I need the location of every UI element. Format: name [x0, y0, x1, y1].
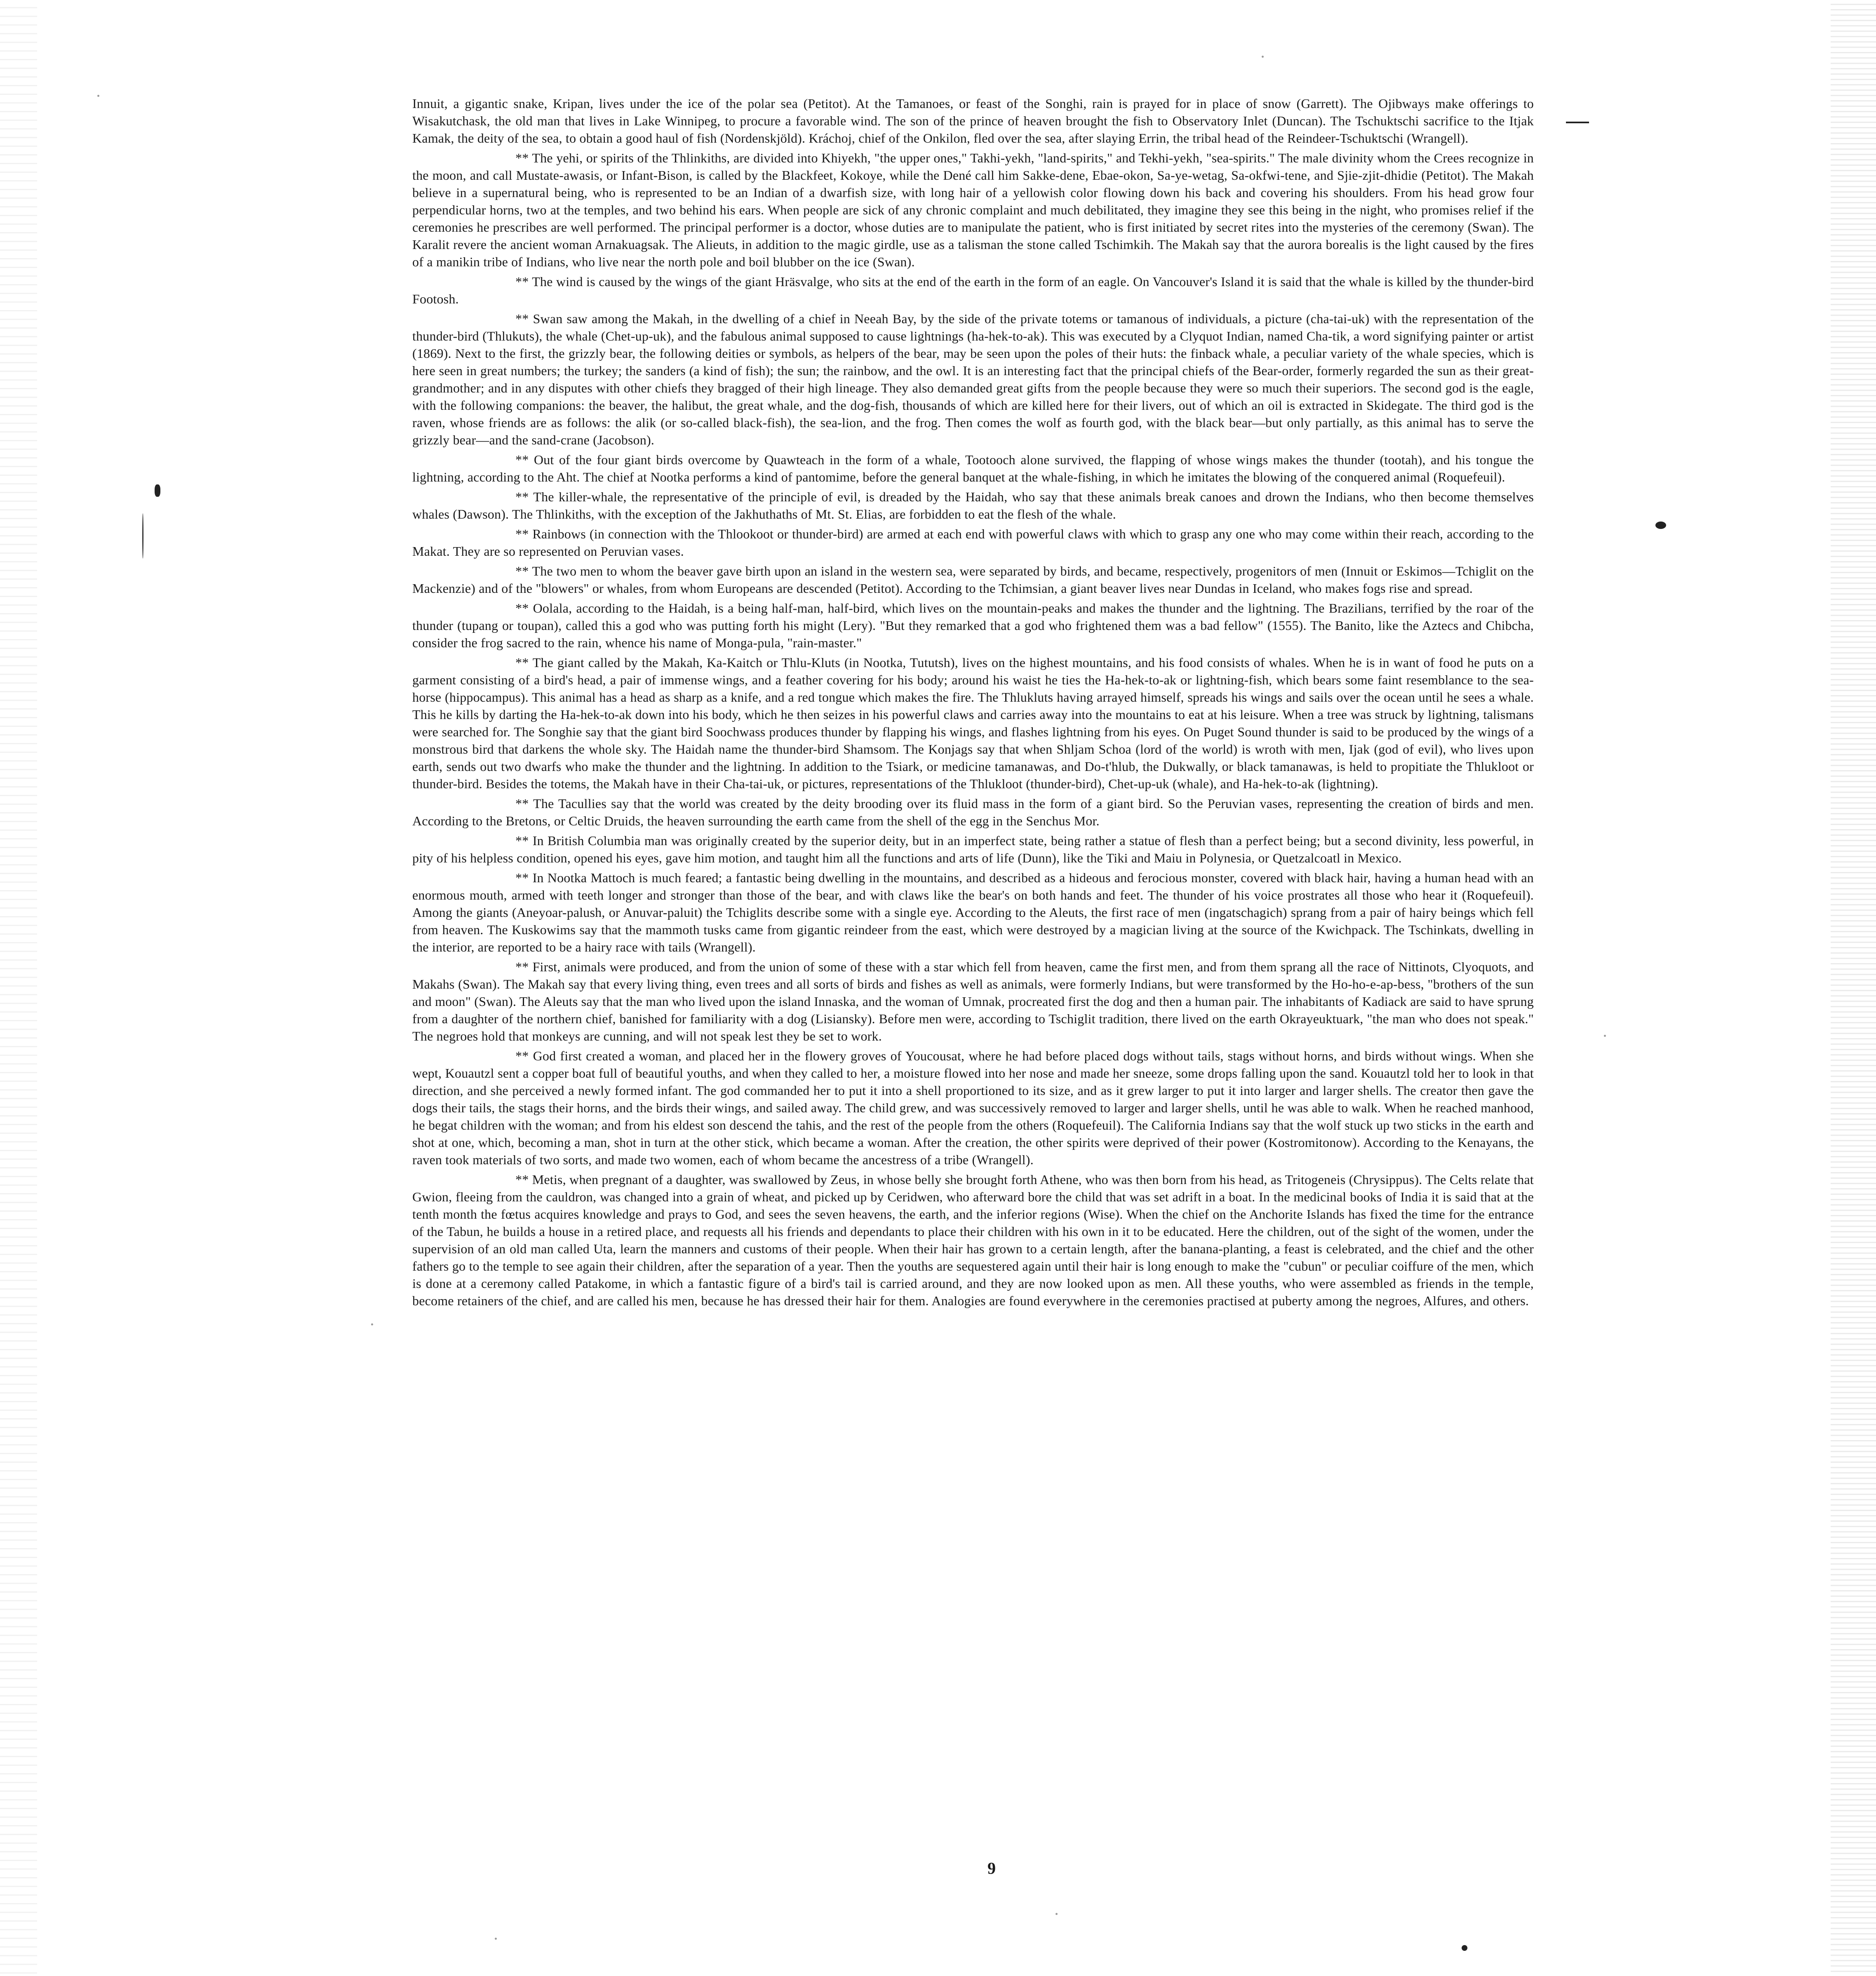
- paragraph-text: Out of the four giant birds overcome by Quawteach in the form of a whale, Tootooch alone survived, the flapping of whose wings makes the thunder (tootah), and his tongue the lightning, according to the Aht. The chief at Nootka performs a kind of pantomime, before the general banquet at the whale-fishing, in which he imitates the blowing of the conquered animal (Roquefeuil).: [412, 452, 1534, 484]
- footnote-marker: **: [515, 1172, 529, 1187]
- scan-mark: [1462, 1945, 1467, 1951]
- footnote-marker: **: [515, 959, 529, 974]
- speck: [495, 1938, 497, 1940]
- footnote-marker: **: [515, 526, 529, 541]
- speck: [97, 95, 99, 97]
- speck: [371, 1323, 373, 1325]
- footnote-marker: **: [515, 870, 529, 885]
- footnote-paragraph: [412, 795, 1534, 829]
- footnote-paragraph: [412, 599, 1534, 651]
- footnote-paragraph: [412, 869, 1534, 956]
- paragraph-text: The two men to whom the beaver gave birth upon an island in the western sea, were separated by birds, and became, respectively, progenitors of men (Innuit or Eskimos—Tchiglit on the Mackenzie) and of the "blowers" or whales, from whom Europeans are descended (Petitot). According to the Tchimsian, a giant beaver lives near Dundas in Iceland, who makes fogs rise and spread.: [412, 564, 1534, 596]
- paragraph-text: The killer-whale, the representative of the principle of evil, is dreaded by the Haidah, who say that these animals break canoes and drown the Indians, who then become themselves whales (Dawson). The Thlinkiths, with the exception of the Jakhuthaths of Mt. St. Elias, are forbidden to eat the flesh of the whale.: [412, 489, 1534, 522]
- footnote-marker: **: [515, 655, 529, 670]
- footnote-marker: **: [515, 564, 529, 578]
- speck: [1056, 1913, 1058, 1915]
- page-number: 9: [987, 1859, 996, 1877]
- footnote-marker: **: [515, 452, 529, 467]
- footnote-paragraph: [412, 273, 1534, 308]
- paragraph-text: God first created a woman, and placed her in the flowery groves of Youcousat, where he had before placed dogs without tails, stags without horns, and birds without wings. When she wept, Kouautzl sent a copper boat full of beautiful youths, and when they called to her, a moisture flowed into her nose and made her sneeze, some drops falling upon the sand. Kouautzl told her to look in that direction, and she perceived a newly formed infant. The god commanded her to put it into a shell proportioned to its size, and as it grew larger to put it into larger and larger shells. The creator then gave the dogs their tails, the stags their horns, and the birds their wings, and sailed away. The child grew, and was successively removed to larger and larger shells, until he was able to walk. When he reached manhood, he begat children with the woman; and from his eldest son descend the tahis, and the rest of the people from the others (Roquefeuil). The California Indians say that the wolf stuck up two sticks in the earth and shot at one, which, becoming a man, shot in turn at the other stick, which became a woman. After the creation, the other spirits were deprived of their power (Kostromitonow). According to the Kenayans, the raven took materials of two sorts, and made two women, each of whom became the ancestress of a tribe (Wrangell).: [412, 1048, 1534, 1167]
- footnote-paragraph: [412, 1047, 1534, 1168]
- footnote-marker: **: [515, 796, 529, 811]
- paragraph: [412, 95, 1534, 147]
- paragraph-text: Innuit, a gigantic snake, Kripan, lives under the ice of the polar sea (Petitot). At the Tamanoes, or feast of the Songhi, rain is prayed for in place of snow (Garrett). The Ojibways make offerings to Wisakutchask, the old man that lives in Lake Winnipeg, to procure a favorable wind. The son of the prince of heaven brought the fish to Observatory Inlet (Duncan). The Tschuktschi sacrifice to the Itjak Kamak, the deity of the sea, to obtain a good haul of fish (Nordenskjöld). Kráchoj, chief of the Onkilon, fled over the sea, after slaying Errin, the tribal head of the Reindeer-Tschuktschi (Wrangell).: [412, 96, 1534, 146]
- paragraph-text: In British Columbia man was originally created by the superior deity, but in an imperfect state, being rather a statue of flesh than a perfect being; but a second divinity, less powerful, in pity of his helpless condition, opened his eyes, gave him motion, and taught him all the functions and arts of life (Dunn), like the Tiki and Maiu in Polynesia, or Quetzalcoatl in Mexico.: [412, 833, 1534, 865]
- body-text: [412, 95, 1534, 1312]
- scan-mark: [1655, 522, 1666, 529]
- footnote-paragraph: [412, 832, 1534, 867]
- paragraph-text: Swan saw among the Makah, in the dwelling of a chief in Neeah Bay, by the side of the private totems or tamanous of individuals, a picture (cha-tai-uk) with the representation of the thunder-bird (Thlukuts), the whale (Chet-up-uk), and the fabulous animal supposed to cause lightnings (ha-hek-to-ak). This was executed by a Clyquot Indian, named Cha-tik, a word signifying painter or artist (1869). Next to the first, the grizzly bear, the following deities or symbols, as helpers of the bear, may be seen upon the poles of their huts: the finback whale, a peculiar variety of the whale species, which is here seen in great numbers; the turkey; the sanders (a kind of fish); the sun; the rainbow, and the owl. It is an interesting fact that the principal chiefs of the Bear-order, formerly regarded the sun as their great-grandmother; and in any disputes with other chiefs they bragged of their high lineage. They also demanded great gifts from the people because they were so much their superiors. The second god is the eagle, with the following companions: the beaver, the halibut, the great whale, and the dog-fish, thousands of which are killed here for their livers, out of which an oil is extracted in Skidegate. The third god is the raven, whose friends are as follows: the alik (or so-called black-fish), the sea-lion, and the frog. Then comes the wolf as fourth god, with the black bear—but only partially, as this animal has to serve the grizzly bear—and the sand-crane (Jacobson).: [412, 311, 1534, 447]
- footnote-paragraph: [412, 562, 1534, 597]
- paragraph-text: The Tacullies say that the world was created by the deity brooding over its fluid mass in the form of a giant bird. So the Peruvian vases, representing the creation of birds and men. According to the Bretons, or Celtic Druids, the heaven surrounding the earth came from the shell of the egg in the Senchus Mor.: [412, 796, 1534, 828]
- footnote-marker: **: [515, 311, 529, 326]
- footnote-paragraph: [412, 654, 1534, 792]
- footnote-paragraph: [412, 451, 1534, 486]
- footnote-marker: **: [515, 274, 529, 289]
- scan-edge-left: [0, 0, 37, 1976]
- paragraph-text: The giant called by the Makah, Ka-Kaitch or Thlu-Kluts (in Nootka, Tututsh), lives on the highest mountains, and his food consists of whales. When he is in want of food he puts on a garment consisting of a bird's head, a pair of immense wings, and a feather covering for his body; around his waist he ties the Ha-hek-to-ak or lightning-fish, which bears some faint resemblance to the sea-horse (hippocampus). This animal has a head as sharp as a knife, and a red tongue which makes the fire. The Thlukluts having arrayed himself, spreads his wings and sails over the ocean until he sees a whale. This he kills by darting the Ha-hek-to-ak down into his body, which he then seizes in his powerful claws and carries away into the mountains to eat at his leisure. When a tree was struck by lightning, talismans were searched for. The Songhie say that the giant bird Soochwass produces thunder by flapping his wings, and flashes lightning from his eyes. On Puget Sound thunder is said to be produced by the wings of a monstrous bird that darkens the whole sky. The Haidah name the thunder-bird Shamsom. The Konjags say that when Shljam Schoa (lord of the world) is wroth with men, Ijak (god of evil), who lives upon earth, sends out two dwarfs who make the thunder and the lightning. In addition to the Tsiark, or medicine tamanawas, and Do-t'hlub, the Dukwally, or black tamanawas, is held to propitiate the Thlukloot or thunder-bird. Besides the totems, the Makah have in their Cha-tai-uk, or pictures, representations of the Thlukloot (thunder-bird), Chet-up-uk (whale), and Ha-hek-to-ak (lightning).: [412, 655, 1534, 791]
- footnote-paragraph: [412, 525, 1534, 560]
- footnote-marker: **: [515, 833, 529, 848]
- paragraph-text: The yehi, or spirits of the Thlinkiths, are divided into Khiyekh, "the upper ones," Takhi-yekh, "land-spirits," and Tekhi-yekh, "sea-spirits." The male divinity whom the Crees recognize in the moon, and call Mustate-awasis, or Infant-Bison, is called by the Blackfeet, Kokoye, while the Dené call him Sakke-dene, Ebae-okon, Sa-ye-wetag, Sa-okfwi-tene, and Sjie-zjit-dhidie (Petitot). The Makah believe in a supernatural being, who is represented to be an Indian of a dwarfish size, with long hair of a yellowish color flowing down his back and covering his shoulders. From his head grow four perpendicular horns, two at the temples, and two behind his ears. When people are sick of any chronic complaint and much debilitated, they imagine they see this being in the night, who promises relief if the ceremonies he prescribes are well performed. The principal performer is a doctor, whose duties are to manipulate the patient, who is first initiated by secret rites into the mysteries of the ceremony (Swan). The Karalit revere the ancient woman Arnakuagsak. The Alieuts, in addition to the magic girdle, use as a talisman the stone called Tschimkih. The Makah say that the aurora borealis is the light caused by the fires of a manikin tribe of Indians, who live near the north pole and boil blubber on the ice (Swan).: [412, 150, 1534, 269]
- footnote-marker: **: [515, 489, 529, 504]
- paragraph-text: Rainbows (in connection with the Thlookoot or thunder-bird) are armed at each end with powerful claws with which to grasp any one who may come within their reach, according to the Makat. They are so represented on Peruvian vases.: [412, 526, 1534, 559]
- footnote-paragraph: [412, 310, 1534, 449]
- footnote-paragraph: [412, 958, 1534, 1045]
- footnote-paragraph: [412, 149, 1534, 270]
- scan-mark: [1566, 122, 1589, 123]
- footnote-paragraph: [412, 1171, 1534, 1309]
- scan-mark: [142, 513, 143, 559]
- footnote-marker: **: [515, 601, 529, 616]
- speck: [1604, 1035, 1606, 1037]
- scan-mark: [155, 484, 160, 497]
- footnote-marker: **: [515, 150, 529, 165]
- paragraph-text: The wind is caused by the wings of the giant Hräsvalge, who sits at the end of the earth in the form of an eagle. On Vancouver's Island it is said that the whale is killed by the thunder-bird Footosh.: [412, 274, 1534, 306]
- paragraph-text: In Nootka Mattoch is much feared; a fantastic being dwelling in the mountains, and described as a hideous and ferocious monster, covered with black hair, having a human head with an enormous mouth, armed with teeth longer and stronger than those of the bear, and with claws like the bear's on both hands and feet. The thunder of his voice prostrates all those who hear it (Roquefeuil). Among the giants (Aneyoar-palush, or Anuvar-paluit) the Tchiglits describe some with a single eye. According to the Aleuts, the first race of men (ingatschagich) sprang from a pair of hairy beings which fell from heaven. The Kuskowims say that the mammoth tusks came from gigantic reindeer from the east, which were destroyed by a magician living at the source of the Kwichpack. The Tschinkats, dwelling in the interior, are reported to be a hairy race with tails (Wrangell).: [412, 870, 1534, 954]
- footnote-marker: **: [515, 1048, 529, 1063]
- paragraph-text: First, animals were produced, and from the union of some of these with a star which fell from heaven, came the first men, and from them sprang all the race of Nittinots, Clyoquots, and Makahs (Swan). The Makah say that every living thing, even trees and all sorts of birds and fishes as well as animals, were formerly Indians, but were transformed by the Ho-ho-e-ap-bess, "brothers of the sun and moon" (Swan). The Aleuts say that the man who lived upon the island Innaska, and the woman of Umnak, procreated first the dog and then a human pair. The inhabitants of Kadiack are said to have sprung from a daughter of the northern chief, banished for familiarity with a dog (Lisiansky). Before men were, according to Tschiglit tradition, there lived on the earth Okrayeuktuark, "the man who does not speak." The negroes hold that monkeys are cunning, and will not speak lest they be set to work.: [412, 959, 1534, 1043]
- speck: [1262, 56, 1264, 58]
- paragraph-text: Metis, when pregnant of a daughter, was swallowed by Zeus, in whose belly she brought forth Athene, who was then born from his head, as Tritogeneis (Chrysippus). The Celts relate that Gwion, fleeing from the cauldron, was changed into a grain of wheat, and picked up by Ceridwen, who afterward bore the child that was set adrift in a boat. In the medicinal books of India it is said that at the tenth month the fœtus acquires knowledge and prays to God, and sees the seven heavens, the earth, and the inferior regions (Wise). When the chief on the Anchorite Islands has fixed the time for the entrance of the Tabun, he builds a house in a retired place, and requests all his friends and dependants to place their children with his own in it to be educated. Here the children, out of the sight of the women, under the supervision of an old man called Uta, learn the manners and customs of their people. When their hair has grown to a certain length, after the banana-planting, a feast is celebrated, and the chief and the other fathers go to the temple to see again their children, after the separation of a year. Then the youths are sequestered again until their hair is long enough to make the "cubun" or peculiar coiffure of the men, which is done at a ceremony called Patakome, in which a fantastic figure of a bird's tail is carried around, and they are now looked upon as men. All these youths, who were assembled as friends in the temple, become retainers of the chief, and are called his men, because he has dressed their hair for them. Analogies are found everywhere in the ceremonies practised at puberty among the negroes, Alfures, and others.: [412, 1172, 1534, 1308]
- footnote-paragraph: [412, 488, 1534, 523]
- paragraph-text: Oolala, according to the Haidah, is a being half-man, half-bird, which lives on the mountain-peaks and makes the thunder and the lightning. The Brazilians, terrified by the roar of the thunder (tupang or toupan), called this a god who was putting forth his might (Lery). "But they remarked that a god who frightened them was a bad fellow" (1555). The Banito, like the Aztecs and Chibcha, consider the frog sacred to the rain, whence his name of Monga-pula, "rain-master.": [412, 601, 1534, 650]
- scan-edge-right: [1831, 0, 1876, 1976]
